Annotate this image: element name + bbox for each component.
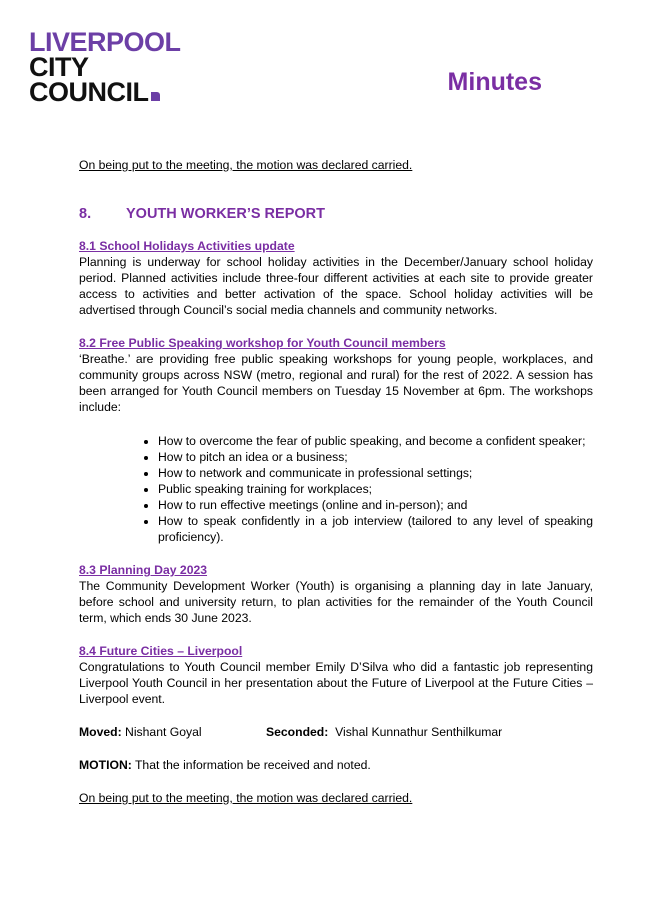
moved-name: Nishant Goyal — [125, 725, 202, 739]
carried-statement-top: On being put to the meeting, the motion was declared carried. — [79, 158, 413, 172]
section-title: YOUTH WORKER’S REPORT — [126, 206, 325, 222]
minutes-body — [79, 157, 593, 806]
seconded-name: Vishal Kunnathur Senthilkumar — [335, 725, 503, 739]
seconded-field — [266, 724, 502, 740]
list-item: • Public speaking training for workplaces; — [158, 481, 593, 497]
logo-line-city: CITY — [29, 52, 89, 82]
logo-council-text: COUNCIL — [29, 77, 149, 107]
document-title: Minutes — [447, 68, 542, 96]
list-item: • How to network and communicate in professional settings; — [158, 465, 593, 481]
motion-label: MOTION: — [79, 758, 132, 772]
section-number: 8. — [79, 206, 92, 222]
moved-label: Moved: — [79, 725, 122, 739]
item-text-8-1: Planning is underway for school holiday activities in the December/January school holiday period. Planned activities include three-four different activities at each site to provide greater access to activities and better activation of the space. School holiday activities will be advertised through Council’s social media channels and community networks. — [79, 255, 593, 317]
item-text-8-2: ‘Breathe.’ are providing free public speaking workshops for young people, workplaces, and community groups across NSW (metro, regional and rural) for the rest of 2022. A session has been arranged for Youth Council members on Tuesday 15 November at 6pm. The workshops include: — [79, 352, 593, 414]
list-item: • How to pitch an idea or a business; — [158, 449, 593, 465]
moved-seconded-row — [79, 724, 593, 740]
item-text-8-4: Congratulations to Youth Council member Emily D’Silva who did a fantastic job representing Liverpool Youth Council in her presentation about the Future of Liverpool at the Future Cities – Liverpool event. — [79, 660, 593, 706]
council-logo — [29, 27, 181, 107]
item-heading-8-2: 8.2 Free Public Speaking workshop for Youth Council members — [79, 336, 446, 350]
item-heading-8-4: 8.4 Future Cities – Liverpool — [79, 644, 243, 658]
list-item: • How to run effective meetings (online and in-person); and — [158, 497, 593, 513]
seconded-label: Seconded: — [266, 725, 329, 739]
logo-line-liverpool: LIVERPOOL — [29, 27, 181, 57]
section-heading — [79, 206, 593, 222]
logo-block-icon — [151, 92, 160, 101]
carried-statement-bottom: On being put to the meeting, the motion was declared carried. — [79, 791, 413, 805]
moved-field — [79, 724, 266, 740]
logo-line-council — [29, 77, 181, 107]
motion-statement — [79, 757, 593, 773]
item-text-8-3: The Community Development Worker (Youth) is organising a planning day in late January, before school and university return, to plan activities for the remainder of the Youth Council term, which ends 30 June 2023. — [79, 579, 593, 625]
workshop-bullet-list — [79, 433, 593, 545]
motion-text: That the information be received and noted. — [134, 758, 371, 772]
list-item: • How to overcome the fear of public speaking, and become a confident speaker; — [158, 433, 593, 449]
item-heading-8-3: 8.3 Planning Day 2023 — [79, 563, 208, 577]
list-item: • How to speak confidently in a job interview (tailored to any level of speaking proficiency). — [158, 513, 593, 545]
item-heading-8-1: 8.1 School Holidays Activities update — [79, 239, 295, 253]
